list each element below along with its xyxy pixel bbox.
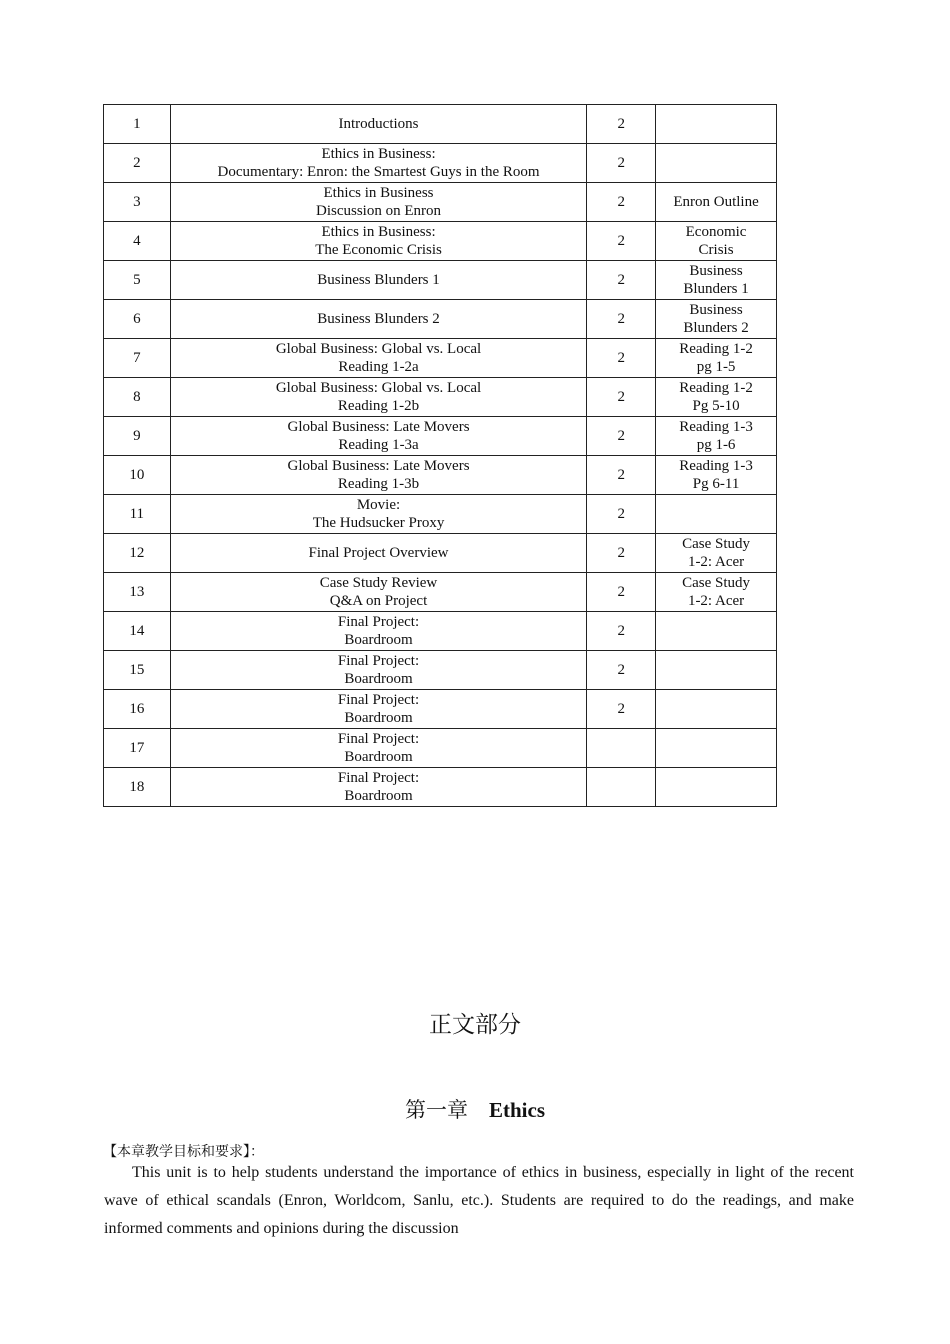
reading-line: Business xyxy=(689,263,743,279)
topic-cell xyxy=(170,105,587,144)
reading-cell xyxy=(656,144,777,183)
topic-cell xyxy=(170,729,587,768)
topic-cell xyxy=(170,144,587,183)
reading-cell xyxy=(656,456,777,495)
reading-cell xyxy=(656,651,777,690)
topic-line: Reading 1-2b xyxy=(337,398,420,414)
hours-cell: 2 xyxy=(587,651,656,690)
topic-line: Case Study Review xyxy=(319,575,438,591)
table-row xyxy=(104,417,777,456)
topic-line: Boardroom xyxy=(344,749,413,765)
table-row xyxy=(104,261,777,300)
reading-line: pg 1-5 xyxy=(696,359,736,375)
reading-cell xyxy=(656,729,777,768)
topic-line: Business Blunders 2 xyxy=(317,311,440,327)
reading-line: 1-2: Acer xyxy=(687,554,745,570)
reading-cell xyxy=(656,495,777,534)
session-number-cell: 1 xyxy=(104,105,171,144)
topic-line: Boardroom xyxy=(344,710,413,726)
hours-cell: 2 xyxy=(587,222,656,261)
topic-line: Final Project: xyxy=(337,653,420,669)
table-row xyxy=(104,534,777,573)
hours-cell: 2 xyxy=(587,261,656,300)
session-number-cell: 13 xyxy=(104,573,171,612)
session-number-cell: 18 xyxy=(104,768,171,807)
topic-cell xyxy=(170,261,587,300)
session-number-cell: 16 xyxy=(104,690,171,729)
topic-cell xyxy=(170,534,587,573)
topic-line: The Economic Crisis xyxy=(315,242,442,258)
topic-line: Reading 1-3a xyxy=(338,437,419,453)
chapter-label: 第一章 xyxy=(404,1098,468,1122)
hours-cell: 2 xyxy=(587,300,656,339)
table-row xyxy=(104,378,777,417)
session-number-cell: 15 xyxy=(104,651,171,690)
table-row xyxy=(104,105,777,144)
table-row xyxy=(104,183,777,222)
reading-line: Pg 5-10 xyxy=(692,398,740,414)
topic-cell xyxy=(170,417,587,456)
topic-line: Global Business: Late Movers xyxy=(287,458,470,474)
topic-cell xyxy=(170,222,587,261)
reading-cell xyxy=(656,690,777,729)
hours-cell: 2 xyxy=(587,378,656,417)
section-title: 正文部分 xyxy=(429,1012,521,1038)
topic-line: Final Project: xyxy=(337,614,420,630)
topic-cell xyxy=(170,768,587,807)
table-row xyxy=(104,690,777,729)
topic-line: The Hudsucker Proxy xyxy=(312,515,445,531)
topic-cell xyxy=(170,378,587,417)
reading-line: Reading 1-2 xyxy=(679,380,753,396)
hours-cell: 2 xyxy=(587,456,656,495)
topic-cell xyxy=(170,183,587,222)
table-row xyxy=(104,495,777,534)
topic-line: Global Business: Global vs. Local xyxy=(275,341,482,357)
reading-cell xyxy=(656,183,777,222)
session-number-cell: 2 xyxy=(104,144,171,183)
session-number-cell: 7 xyxy=(104,339,171,378)
reading-line: pg 1-6 xyxy=(696,437,736,453)
session-number-cell: 6 xyxy=(104,300,171,339)
topic-line: Global Business: Late Movers xyxy=(287,419,470,435)
hours-cell: 2 xyxy=(587,495,656,534)
reading-line: Case Study xyxy=(682,575,751,591)
topic-line: Final Project: xyxy=(337,692,420,708)
reading-line: Enron Outline xyxy=(673,194,759,210)
reading-line: Reading 1-3 xyxy=(679,419,753,435)
hours-cell: 2 xyxy=(587,573,656,612)
schedule-body xyxy=(104,105,777,807)
reading-cell xyxy=(656,612,777,651)
hours-cell: 2 xyxy=(587,534,656,573)
session-number-cell: 11 xyxy=(104,495,171,534)
objectives-body: This unit is to help students understand the importance of ethics in business, especially in light of the recent wave of ethical scandals (Enron, Worldcom, Sanlu, etc.). Students are required to do the readings, and make informed comments and opinions during the discussion xyxy=(104,1164,854,1237)
reading-cell xyxy=(656,222,777,261)
hours-cell: 2 xyxy=(587,339,656,378)
table-row xyxy=(104,729,777,768)
topic-cell xyxy=(170,300,587,339)
session-number-cell: 5 xyxy=(104,261,171,300)
table-row xyxy=(104,768,777,807)
objectives-heading: 【本章教学目标和要求】： xyxy=(103,1144,264,1160)
topic-line: Reading 1-2a xyxy=(338,359,419,375)
topic-cell xyxy=(170,339,587,378)
table-row xyxy=(104,339,777,378)
topic-cell xyxy=(170,456,587,495)
session-number-cell: 12 xyxy=(104,534,171,573)
reading-cell xyxy=(656,534,777,573)
topic-line: Business Blunders 1 xyxy=(317,272,440,288)
hours-cell: 2 xyxy=(587,105,656,144)
hours-cell xyxy=(587,768,656,807)
reading-line: Economic xyxy=(685,224,747,240)
session-number-cell: 17 xyxy=(104,729,171,768)
table-row xyxy=(104,222,777,261)
reading-line: 1-2: Acer xyxy=(687,593,745,609)
topic-cell xyxy=(170,612,587,651)
topic-cell xyxy=(170,495,587,534)
table-row xyxy=(104,300,777,339)
hours-cell: 2 xyxy=(587,417,656,456)
reading-cell xyxy=(656,105,777,144)
topic-line: Ethics in Business: xyxy=(321,224,436,240)
reading-line: Blunders 2 xyxy=(683,320,749,336)
reading-line: Blunders 1 xyxy=(683,281,749,297)
chapter-title xyxy=(0,1094,950,1124)
topic-line: Documentary: Enron: the Smartest Guys in the Room xyxy=(217,164,540,180)
topic-cell xyxy=(170,573,587,612)
reading-line: Reading 1-3 xyxy=(679,458,753,474)
reading-line: Case Study xyxy=(682,536,751,552)
reading-line: Reading 1-2 xyxy=(679,341,753,357)
session-number-cell: 3 xyxy=(104,183,171,222)
reading-cell xyxy=(656,378,777,417)
chapter-name: Ethics xyxy=(488,1098,545,1122)
reading-cell xyxy=(656,768,777,807)
session-number-cell: 9 xyxy=(104,417,171,456)
topic-line: Movie: xyxy=(356,497,401,513)
hours-cell: 2 xyxy=(587,183,656,222)
reading-cell xyxy=(656,573,777,612)
reading-cell xyxy=(656,261,777,300)
hours-cell xyxy=(587,729,656,768)
topic-line: Ethics in Business: xyxy=(321,146,436,162)
topic-line: Boardroom xyxy=(344,671,413,687)
reading-line: Pg 6-11 xyxy=(692,476,740,492)
topic-line: Discussion on Enron xyxy=(316,203,442,219)
table-row xyxy=(104,573,777,612)
hours-cell: 2 xyxy=(587,690,656,729)
session-number-cell: 14 xyxy=(104,612,171,651)
reading-cell xyxy=(656,300,777,339)
topic-cell xyxy=(170,651,587,690)
session-number-cell: 10 xyxy=(104,456,171,495)
topic-line: Final Project: xyxy=(337,731,420,747)
reading-cell xyxy=(656,339,777,378)
hours-cell: 2 xyxy=(587,144,656,183)
table-row xyxy=(104,144,777,183)
topic-line: Final Project: xyxy=(337,770,420,786)
topic-line: Ethics in Business xyxy=(323,185,434,201)
table-row xyxy=(104,612,777,651)
topic-line: Boardroom xyxy=(344,788,413,804)
table-row xyxy=(104,651,777,690)
reading-cell xyxy=(656,417,777,456)
topic-line: Final Project Overview xyxy=(308,545,449,561)
table-row xyxy=(104,456,777,495)
topic-line: Global Business: Global vs. Local xyxy=(275,380,482,396)
topic-cell xyxy=(170,690,587,729)
hours-cell: 2 xyxy=(587,612,656,651)
topic-line: Q&A on Project xyxy=(329,593,428,609)
session-number-cell: 4 xyxy=(104,222,171,261)
reading-line: Business xyxy=(689,302,743,318)
schedule-table xyxy=(103,104,777,807)
topic-line: Introductions xyxy=(338,116,419,132)
topic-line: Reading 1-3b xyxy=(337,476,420,492)
topic-line: Boardroom xyxy=(344,632,413,648)
reading-line: Crisis xyxy=(698,242,734,258)
session-number-cell: 8 xyxy=(104,378,171,417)
